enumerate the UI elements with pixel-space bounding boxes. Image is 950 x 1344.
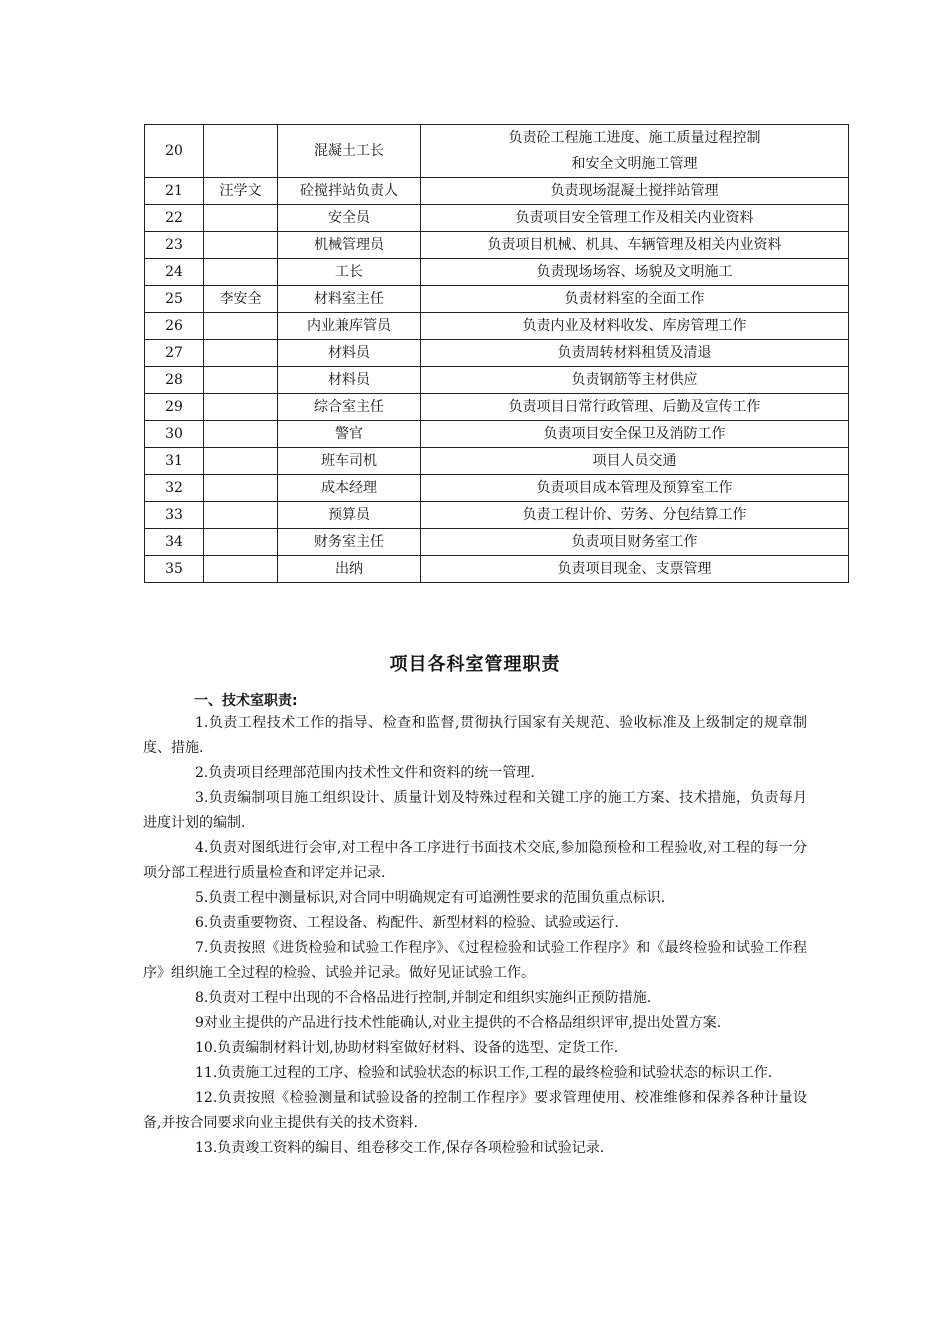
duty-line: 负责内业及材料收发、库房管理工作 [522, 318, 747, 334]
position-cell: 安全员 [278, 205, 421, 232]
person-name-cell [204, 205, 278, 232]
duty-line: 负责现场混凝土搅拌站管理 [550, 183, 719, 199]
table-row [145, 259, 849, 286]
row-number-cell: 28 [145, 367, 204, 394]
row-number-cell: 33 [145, 502, 204, 529]
position-cell: 成本经理 [278, 475, 421, 502]
duty-line: 负责周转材料租赁及清退 [557, 345, 712, 361]
duty-line: 负责项目成本管理及预算室工作 [536, 480, 733, 496]
duty-cell [421, 475, 849, 502]
duty-cell [421, 178, 849, 205]
duty-item: 11.负责施工过程的工序、检验和试验状态的标识工作,工程的最终检验和试验状态的标识工作. [195, 1065, 773, 1081]
position-cell: 内业兼库管员 [278, 313, 421, 340]
position-cell: 工长 [278, 259, 421, 286]
table-row [145, 125, 849, 178]
duty-line: 负责工程计价、劳务、分包结算工作 [522, 507, 747, 523]
position-cell: 综合室主任 [278, 394, 421, 421]
duty-cell [421, 340, 849, 367]
table-row [145, 178, 849, 205]
row-number-cell: 29 [145, 394, 204, 421]
person-name-cell [204, 556, 278, 583]
position-cell: 材料室主任 [278, 286, 421, 313]
position-cell: 警官 [278, 421, 421, 448]
table-row [145, 286, 849, 313]
row-number-cell: 27 [145, 340, 204, 367]
row-number-cell: 35 [145, 556, 204, 583]
duty-line: 负责项目日常行政管理、后勤及宣传工作 [508, 399, 761, 415]
position-cell: 财务室主任 [278, 529, 421, 556]
person-name-cell [204, 475, 278, 502]
person-name-cell [204, 313, 278, 340]
person-name-cell [204, 259, 278, 286]
staff-duty-table [144, 124, 849, 583]
person-name-cell [204, 340, 278, 367]
person-name-cell: 汪学文 [204, 178, 278, 205]
table-row [145, 421, 849, 448]
position-cell: 材料员 [278, 367, 421, 394]
position-cell: 机械管理员 [278, 232, 421, 259]
table-row [145, 502, 849, 529]
duty-line: 负责材料室的全面工作 [564, 291, 705, 307]
table-row [145, 313, 849, 340]
duty-cell [421, 205, 849, 232]
duty-item: 10.负责编制材料计划,协助材料室做好材料、设备的选型、定货工作. [195, 1040, 619, 1056]
row-number-cell: 24 [145, 259, 204, 286]
position-cell: 混凝土工长 [278, 125, 421, 178]
duty-cell [421, 259, 849, 286]
position-cell: 班车司机 [278, 448, 421, 475]
duty-line: 负责项目现金、支票管理 [557, 561, 712, 577]
duty-line: 负责项目财务室工作 [571, 534, 698, 550]
duty-cell [421, 556, 849, 583]
duty-item: 6.负责重要物资、工程设备、构配件、新型材料的检验、试验或运行. [195, 915, 619, 931]
duty-cell [421, 448, 849, 475]
duty-line: 负责项目机械、机具、车辆管理及相关内业资料 [487, 237, 782, 253]
person-name-cell [204, 367, 278, 394]
duty-line: 负责现场场容、场貌及文明施工 [536, 264, 733, 280]
row-number-cell: 20 [145, 125, 204, 178]
duty-item: 3.负责编制项目施工组织设计、质量计划及特殊过程和关键工序的施工方案、技术措施，负责每月进度计划的编制. [143, 790, 807, 831]
person-name-cell [204, 421, 278, 448]
table-row [145, 448, 849, 475]
duty-item: 12.负责按照《检验测量和试验设备的控制工作程序》要求管理使用、校准维修和保养各种计量设备,并按合同要求向业主提供有关的技术资料. [143, 1090, 807, 1131]
person-name-cell [204, 448, 278, 475]
section-title: 项目各科室管理职责 [389, 654, 561, 675]
row-number-cell: 26 [145, 313, 204, 340]
table-row [145, 556, 849, 583]
row-number-cell: 34 [145, 529, 204, 556]
duty-line: 项目人员交通 [592, 453, 677, 469]
position-cell: 砼搅拌站负责人 [278, 178, 421, 205]
duty-item: 13.负责竣工资料的编目、组卷移交工作,保存各项检验和试验记录. [195, 1140, 605, 1156]
table-row [145, 205, 849, 232]
table-row [145, 367, 849, 394]
duty-cell [421, 125, 849, 178]
duty-cell [421, 529, 849, 556]
table-row [145, 529, 849, 556]
duty-line: 负责钢筋等主材供应 [571, 372, 698, 388]
duty-item-list [143, 711, 807, 1161]
duty-line: 和安全文明施工管理 [571, 156, 698, 172]
duty-cell [421, 502, 849, 529]
duty-cell [421, 286, 849, 313]
duty-line: 负责砼工程施工进度、施工质量过程控制 [508, 130, 761, 146]
position-cell: 出纳 [278, 556, 421, 583]
duty-cell [421, 367, 849, 394]
row-number-cell: 32 [145, 475, 204, 502]
row-number-cell: 25 [145, 286, 204, 313]
duty-item: 5.负责工程中测量标识,对合同中明确规定有可追溯性要求的范围负重点标识. [195, 890, 666, 906]
section-subtitle: 一、技术室职责: [194, 693, 298, 709]
table-row [145, 232, 849, 259]
table-row [145, 340, 849, 367]
person-name-cell: 李安全 [204, 286, 278, 313]
row-number-cell: 21 [145, 178, 204, 205]
duty-item: 1.负责工程技术工作的指导、检查和监督,贯彻执行国家有关规范、验收标准及上级制定的规章制度、措施. [143, 715, 807, 756]
duty-cell [421, 394, 849, 421]
duty-item: 9对业主提供的产品进行技术性能确认,对业主提供的不合格品组织评审,提出处置方案. [195, 1015, 722, 1031]
duty-item: 4.负责对图纸进行会审,对工程中各工序进行书面技术交底,参加隐预检和工程验收,对工程的每一分项分部工程进行质量检查和评定并记录. [143, 840, 807, 881]
duty-item: 7.负责按照《进货检验和试验工作程序》、《过程检验和试验工作程序》和《最终检验和试验工作程序》组织施工全过程的检验、试验并记录。做好见证试验工作。 [143, 940, 807, 981]
person-name-cell [204, 529, 278, 556]
staff-duty-table-body [145, 125, 849, 583]
row-number-cell: 22 [145, 205, 204, 232]
person-name-cell [204, 394, 278, 421]
duty-item: 2.负责项目经理部范围内技术性文件和资料的统一管理. [195, 765, 535, 781]
duty-line: 负责项目安全管理工作及相关内业资料 [515, 210, 754, 226]
duty-cell [421, 232, 849, 259]
duty-cell [421, 421, 849, 448]
row-number-cell: 30 [145, 421, 204, 448]
duty-line: 负责项目安全保卫及消防工作 [543, 426, 726, 442]
table-row [145, 394, 849, 421]
person-name-cell [204, 502, 278, 529]
table-row [145, 475, 849, 502]
person-name-cell [204, 232, 278, 259]
person-name-cell [204, 125, 278, 178]
row-number-cell: 31 [145, 448, 204, 475]
duty-item: 8.负责对工程中出现的不合格品进行控制,并制定和组织实施纠正预防措施. [195, 990, 652, 1006]
position-cell: 预算员 [278, 502, 421, 529]
position-cell: 材料员 [278, 340, 421, 367]
duty-cell [421, 313, 849, 340]
row-number-cell: 23 [145, 232, 204, 259]
